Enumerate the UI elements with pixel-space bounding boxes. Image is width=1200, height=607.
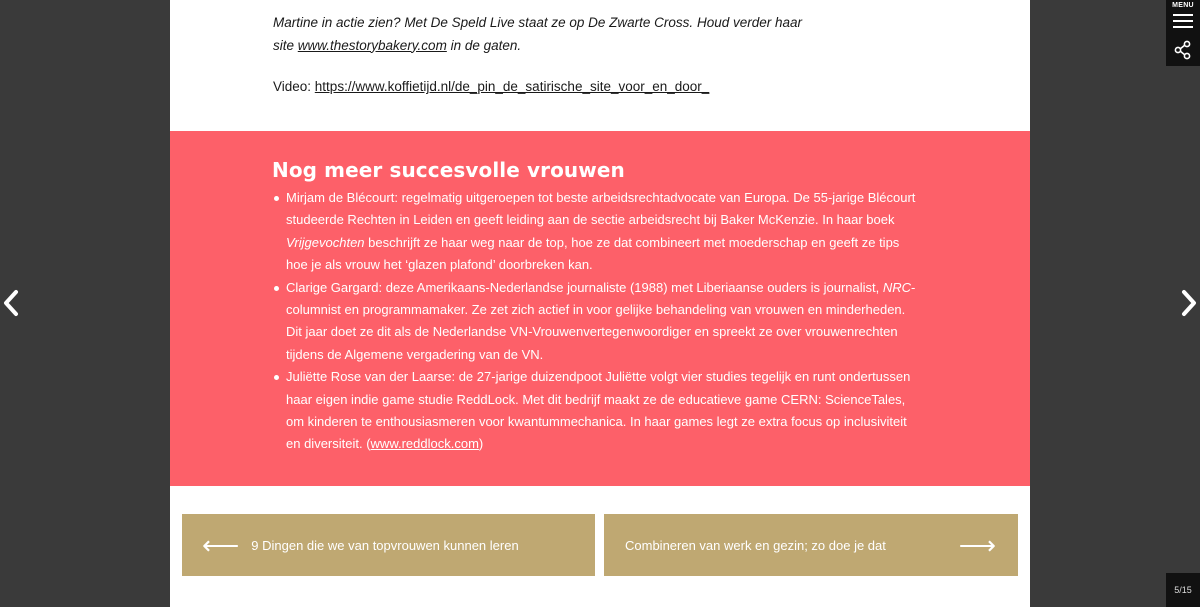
menu-label: MENU [1172, 2, 1194, 9]
page-indicator: 5/15 [1166, 573, 1200, 607]
reddlock-link[interactable]: www.reddlock.com [370, 436, 479, 452]
list-item-text: Juliëtte Rose van der Laarse: de 27-jarige duizendpoot Juliëtte volgt vier studies tegelijk en runt ondertussen haar eigen indie game studie ReddLock. Met dit bedrijf maakt ze de educatieve game CERN: ScienceTales, om kinderen te enthousiasmeren voor kwantummechanica. In haar games legt ze extra focus op inclusiviteit en diversiteit. ( [286, 369, 911, 452]
video-label: Video: [273, 79, 315, 94]
next-article-button[interactable] [604, 514, 1018, 576]
intro-line-2-post: in de gaten. [446, 37, 522, 53]
women-list [272, 187, 922, 456]
list-item [272, 277, 922, 367]
list-item-text: Mirjam de Blécourt: regelmatig uitgeroepen tot beste arbeidsrechtadvocate van Europa. De 55-jarige Blécourt studeerde Rechten in Leiden en geeft leiding aan de sectie arbeidsrecht bij Baker McKenzie. In haar boek [286, 190, 916, 228]
list-item-text: Clarige Gargard: deze Amerikaans-Nederlandse journaliste (1988) met Liberiaanse ouders is journalist, [286, 279, 883, 295]
nrc-italic: NRC [882, 279, 912, 295]
storybakery-link[interactable]: www.thestorybakery.com [297, 37, 447, 53]
previous-article-button[interactable] [182, 514, 595, 576]
menu-button[interactable] [1166, 0, 1200, 34]
arrow-left-icon: ⟵ [202, 530, 240, 560]
list-item-text: -columnist en programmamaker. Ze zet zich actief in voor gelijke behandeling van vrouwen en minderheden. Dit jaar doet ze dit als de Nederlandse VN-Vrouwenvertegenwoordiger en spreekt ze over vrouwenrechten tijdens de Algemene vergadering van de VN. [286, 279, 916, 362]
intro-line-2-pre: site [273, 37, 298, 53]
next-article-label: Combineren van werk en gezin; zo doe je dat [625, 537, 886, 553]
video-link[interactable]: https://www.koffietijd.nl/de_pin_de_satirische_site_voor_en_door_ [314, 79, 710, 94]
list-item [272, 366, 922, 456]
successful-women-box [170, 131, 1030, 486]
intro-paragraph [273, 12, 833, 57]
list-item [272, 187, 922, 277]
previous-page-arrow[interactable] [0, 283, 22, 323]
list-item-text: beschrijft ze haar weg naar de top, hoe ze dat combineert met moederschap en geeft ze tips hoe je als vrouw het ‘glazen plafond’ doorbreken kan. [286, 234, 900, 273]
box-title: Nog meer succesvolle vrouwen [272, 158, 625, 182]
book-title: Vrijgevochten [286, 234, 365, 250]
article-page [170, 0, 1030, 607]
next-page-arrow[interactable] [1178, 283, 1200, 323]
video-line [273, 79, 709, 94]
chevron-right-icon [1180, 289, 1198, 317]
menu-panel [1166, 0, 1200, 66]
chevron-left-icon [2, 289, 20, 317]
arrow-right-icon: ⟶ [958, 530, 996, 560]
share-icon [1174, 40, 1192, 60]
intro-line-1: Martine in actie zien? Met De Speld Live staat ze op De Zwarte Cross. Houd verder haar [273, 15, 802, 30]
list-item-text: ) [478, 436, 484, 452]
previous-article-label: 9 Dingen die we van topvrouwen kunnen leren [251, 537, 519, 553]
share-button[interactable] [1166, 36, 1200, 64]
hamburger-icon [1173, 14, 1193, 32]
